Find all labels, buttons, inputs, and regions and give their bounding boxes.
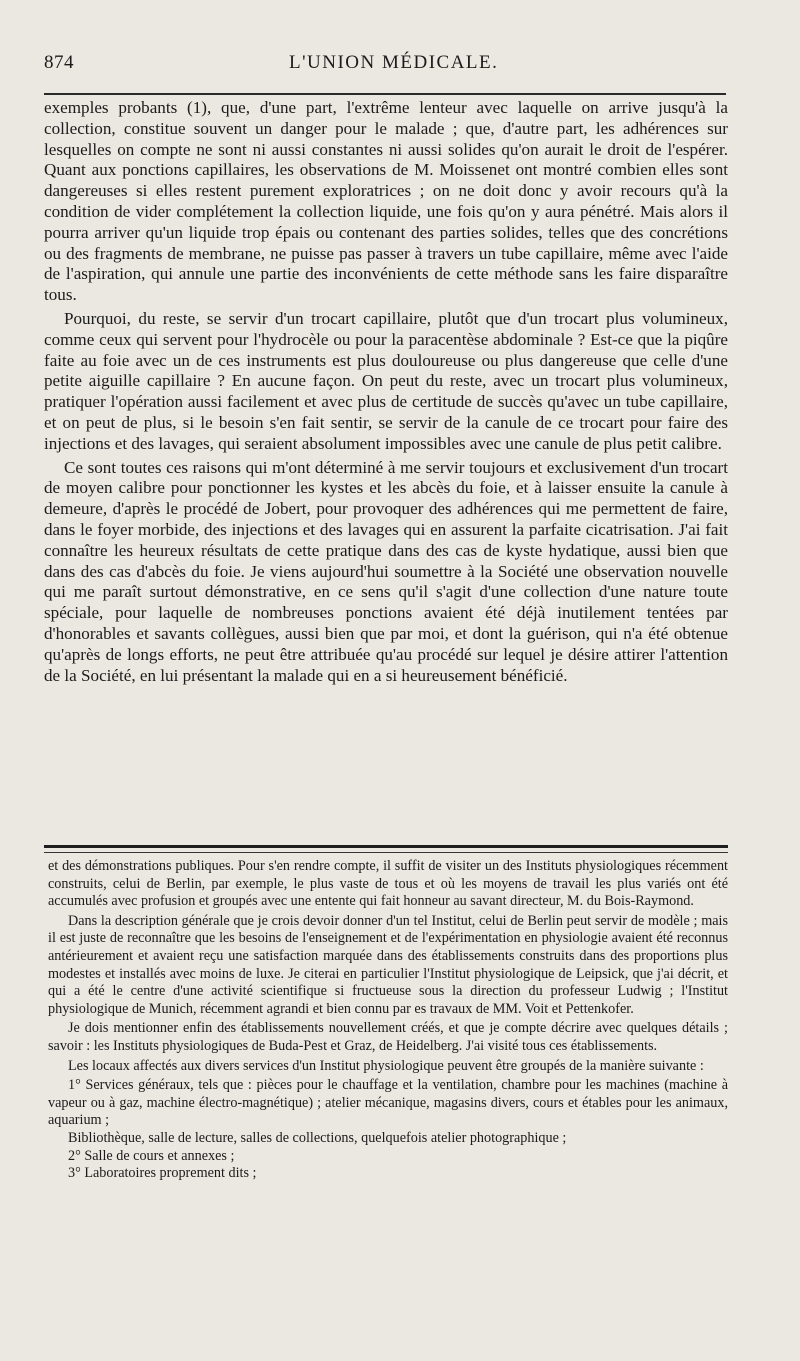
feuilleton-divider-thin (44, 852, 728, 853)
page-header (44, 52, 724, 84)
header-rule (44, 93, 726, 95)
article-paragraph: exemples probants (1), que, d'une part, l'extrême lenteur avec laquelle on arrive jusqu'à la collection, constitue souvent un danger pour le malade ; que, d'autre part, les adhérences sur lesquelles on compte ne sont ni aussi constantes ni aussi solides qu'on aurait le droit de l'espérer. Quant aux ponctions capillaires, les observations de M. Moissenet ont montré combien elles sont dangereuses si elles restent purement exploratrices ; on ne doit donc y avoir recours qu'à la condition de vider complétement la collection liquide, une fois qu'on y aura pénétré. Mais alors il pourra arriver qu'un liquide trop épais ou contenant des parties solides, telles que des concrétions ou des fragments de membrane, ne puisse pas passer à travers un tube capillaire, même avec l'aide de l'aspiration, qui annule une partie des inconvénients de cette méthode sans les faire disparaître tous. (44, 98, 728, 305)
feuilleton-paragraph: Je dois mentionner enfin des établissements nouvellement créés, et que je compte décrire avec quelques détails ; savoir : les Instituts physiologiques de Buda-Pest et Graz, de Heidelberg. J'ai visité tous ces établissements. (48, 1020, 728, 1054)
article-body (44, 98, 728, 686)
feuilleton-list-item: 3° Laboratoires proprement dits ; (68, 1165, 257, 1182)
page-number: 874 (44, 52, 74, 73)
article-paragraph: Pourquoi, du reste, se servir d'un trocart capillaire, plutôt que d'un trocart plus volumineux, comme ceux qui servent pour l'hydrocèle ou pour la paracentèse abdominale ? Est-ce que la piqûre faite au foie avec un de ces instruments est plus douloureuse ou plus dangereuse que celle d'une petite aiguille capillaire ? En aucune façon. On peut du reste, avec un trocart plus volumineux, pratiquer l'opération aussi facilement et avec plus de certitude de succès qu'avec un tube capillaire, et on peut de plus, si le besoin s'en fait sentir, se servir de la canule de ce trocart pour faire des injections et des lavages, qui seraient absolument impossibles avec une canule de plus petit calibre. (44, 308, 728, 453)
feuilleton-list-item: Bibliothèque, salle de lecture, salles de collections, quelquefois atelier photographique ; (68, 1129, 567, 1146)
feuilleton-paragraph: Les locaux affectés aux divers services d'un Institut physiologique peuvent être groupés de la manière suivante : (68, 1057, 704, 1074)
feuilleton-paragraph: Dans la description générale que je crois devoir donner d'un tel Institut, celui de Berlin peut servir de modèle ; mais il est juste de reconnaître que les besoins de l'enseignement et de l'expérimentation en physiologie avaient été reconnus antérieurement et avaient reçu une satisfaction marquée dans des établissements construits dans des proportions plus modestes et installés avec moins de luxe. Je citerai en particulier l'Institut physiologique de Leipsick, que j'ai décrit, et qui a été le centre d'une activité scientifique si fructueuse sous la direction du professeur Ludwig ; l'Institut physiologique de Munich, récemment agrandi et bien connu par es travaux de MM. Voit et Pettenkofer. (48, 912, 728, 1017)
feuilleton-body (48, 858, 728, 1183)
running-title: L'UNION MÉDICALE. (289, 52, 499, 73)
feuilleton-list-item: 1° Services généraux, tels que : pièces pour le chauffage et la ventilation, chambre pour les machines (machine à vapeur ou à gaz, machine électro-magnétique) ; atelier mécanique, magasins divers, cours et étables pour les animaux, aquarium ; (48, 1077, 728, 1129)
article-paragraph: Ce sont toutes ces raisons qui m'ont déterminé à me servir toujours et exclusivement d'un trocart de moyen calibre pour ponctionner les kystes et les abcès du foie, et à laisser ensuite la canule à demeure, d'après le procédé de Jobert, pour provoquer des adhérences qui me permettent de faire, dans le foyer morbide, des injections et des lavages qui en assurent la parfaite cicatrisation. J'ai fait connaître les heureux résultats de cette pratique dans des cas de kyste hydatique, aussi bien que dans des cas d'abcès du foie. Je viens aujourd'hui soumettre à la Société une observation nouvelle qui me paraît surtout démonstrative, en ce sens qu'il s'agit d'une collection d'une nature toute spéciale, pour laquelle de nombreuses ponctions avaient été déjà inutilement tentées par d'honorables et savants collègues, aussi bien que par moi, et dont la guérison, qui n'a été obtenue qu'après de longs efforts, ne peut être attribuée qu'au procédé sur lequel je désire attirer l'attention de la Société, en lui présentant la malade qui en a si heureusement bénéficié. (44, 457, 728, 685)
feuilleton-divider-thick (44, 845, 728, 848)
feuilleton-list-item: 2° Salle de cours et annexes ; (68, 1147, 235, 1164)
feuilleton-paragraph: et des démonstrations publiques. Pour s'en rendre compte, il suffit de visiter un des Instituts physiologiques récemment construits, celui de Berlin, par exemple, le plus vaste de tous et où les moyens de travail les plus variés ont été accumulés avec profusion et groupés avec une entente qui fait honneur au savant directeur, M. du Bois-Raymond. (48, 858, 728, 910)
